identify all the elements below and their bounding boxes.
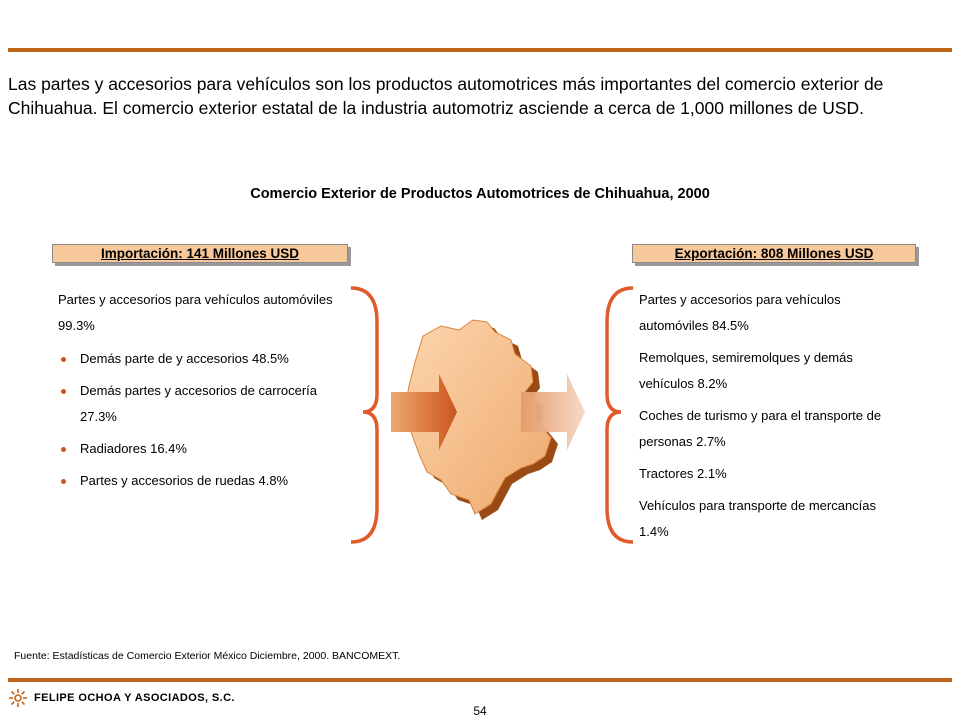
chihuahua-trade-graphic [345,282,635,548]
bullet-icon [61,389,66,394]
list-item: Coches de turismo y para el transporte de personas 2.7% [639,408,882,449]
import-header-label: Importación: 141 Millones USD [100,246,300,261]
list-item: Remolques, semiremolques y demás vehículos 8.2% [639,350,853,391]
list-item [58,378,348,430]
company-name: FELIPE OCHOA Y ASOCIADOS, S.C. [34,692,235,704]
list-item [58,436,348,462]
list-item-text: Partes y accesorios de ruedas 4.8% [80,473,289,488]
list-item [58,346,348,372]
import-sub-list [58,346,348,494]
page-number: 54 [473,704,487,718]
export-bracket-icon [607,288,633,542]
bullet-icon [61,357,66,362]
source-note: Fuente: Estadísticas de Comercio Exterior México Diciembre, 2000. BANCOMEXT. [14,650,401,662]
list-item: Tractores 2.1% [639,466,727,481]
export-list [639,287,909,551]
import-header [52,244,348,263]
import-list [58,287,348,500]
chart-title: Comercio Exterior de Productos Automotrices de Chihuahua, 2000 [250,186,710,202]
import-main-item: Partes y accesorios para vehículos automóviles 99.3% [58,292,333,333]
list-item-text: Radiadores 16.4% [80,441,187,456]
list-item-text: Demás parte de y accesorios 48.5% [80,351,289,366]
list-item-text: Demás partes y accesorios de carrocería 27.3% [80,383,317,424]
export-header [632,244,916,263]
export-header-label: Exportación: 808 Millones USD [674,246,874,261]
intro-paragraph: Las partes y accesorios para vehículos son los productos automotrices más importantes del comercio exterior de Chihuahua. El comercio exterior estatal de la industria automotriz asciende a cerca de 1,000 millones de USD. [8,74,884,118]
bottom-rule [8,678,952,682]
top-rule [8,48,952,52]
bullet-icon [61,479,66,484]
import-bracket-icon [351,288,377,542]
list-item [58,468,348,494]
bullet-icon [61,447,66,452]
list-item: Partes y accesorios para vehículos automóviles 84.5% [639,292,841,333]
list-item: Vehículos para transporte de mercancías 1.4% [639,498,877,539]
